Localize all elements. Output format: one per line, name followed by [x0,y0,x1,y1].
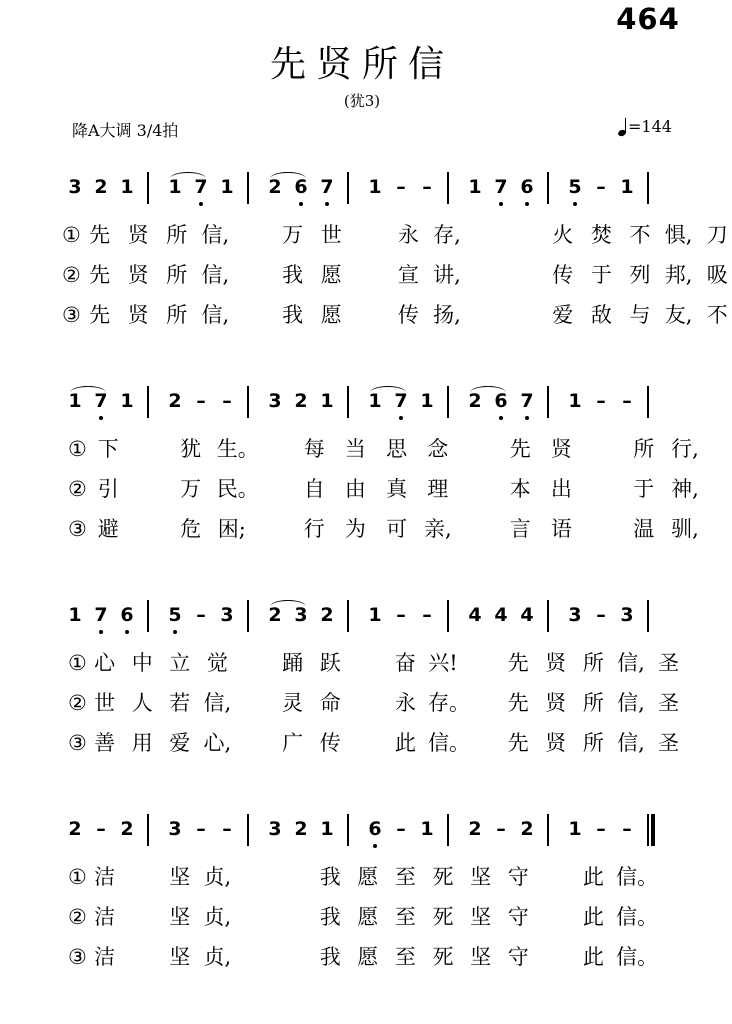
note: 2 [468,390,482,412]
lyric-char: 语 [550,517,572,541]
hymn-title: 先贤所信 [269,44,454,85]
lyric-char: 坚 [470,905,492,929]
verse-number: ① [68,437,87,461]
note-hold-dash: – [396,818,406,840]
barline [647,386,649,418]
lyric-char: 驯, [671,517,699,541]
note: 2 [294,390,308,412]
lyric-char: 与 [629,303,651,327]
lyric-char: 我 [282,303,304,327]
lyric-char: 愿 [357,905,379,929]
lyric-char: 先 [89,303,111,327]
note-hold-dash: – [196,390,206,412]
lyric-line-verse-3 [0,728,724,762]
lyric-char: 信, [617,691,645,715]
lyric-char: 所 [582,731,604,755]
lyric-char: 宣 [397,263,419,287]
lyric-char: 先 [89,263,111,287]
verse-number: ③ [68,945,87,969]
slur [270,600,306,613]
note: 2 [120,818,134,840]
barline [247,172,249,204]
barline [147,172,149,204]
lyric-char: 不 [706,303,728,327]
lower-octave-dot [399,416,403,420]
verse-number: ③ [62,303,81,327]
note: 3 [68,176,82,198]
lyric-char: 念 [427,437,449,461]
lyric-char: 信, [617,731,645,755]
lower-octave-dot [525,416,529,420]
lyric-char: 下 [97,437,119,461]
note: 2 [520,818,534,840]
lyric-char: 信。 [616,905,658,929]
note: 2 [168,390,182,412]
lyric-char: 真 [386,477,408,501]
lyric-char: 讲, [433,263,461,287]
lyric-char: 永 [394,691,416,715]
lyric-char: 贤 [545,651,567,675]
note: 1 [620,176,634,198]
note: 1 [120,176,134,198]
lyric-char: 永 [397,223,419,247]
note: 2 [320,604,334,626]
lyric-char: 先 [507,651,529,675]
lyric-char: 跃 [319,651,341,675]
note: 1 [420,818,434,840]
note: 3 [168,818,182,840]
note: 7 [391,390,411,412]
lyric-char: 洁 [94,905,116,929]
lyric-char: 圣 [658,651,680,675]
verse-number: ① [68,651,87,675]
lyric-char: 传 [552,263,574,287]
lyric-char: 理 [427,477,449,501]
note: 2 [468,818,482,840]
lyric-char: 爱 [552,303,574,327]
lyric-char: 危 [180,517,202,541]
note-hold-dash: – [96,818,106,840]
lyric-char: 可 [386,517,408,541]
lyric-char: 爱 [169,731,191,755]
key-and-time-signature: 降A大调 3/4拍 [72,121,179,140]
lyric-char: 若 [169,691,191,715]
note: 5 [565,176,585,198]
lyric-char: 言 [509,517,531,541]
lyric-char: 于 [590,263,612,287]
lyric-char: 善 [94,731,116,755]
barline [247,386,249,418]
lower-octave-dot [573,202,577,206]
note: 1 [368,604,382,626]
lyric-char: 民。 [216,477,259,501]
note: 1 [368,390,382,412]
lyric-char: 先 [507,731,529,755]
lyric-char: 此 [394,731,416,755]
note: 1 [420,390,434,412]
slur [470,386,506,399]
lyric-char: 死 [432,865,454,889]
notation-row [0,168,724,208]
note: 1 [568,390,582,412]
lyric-line-verse-3 [0,942,724,976]
notation-row [0,810,724,850]
note: 3 [568,604,582,626]
lyric-char: 行 [303,517,325,541]
lyric-char: 中 [131,651,153,675]
lyric-char: 心, [203,731,232,755]
lyric-char: 犹 [180,437,202,461]
note: 7 [91,390,111,412]
lyric-char: 圣 [658,731,680,755]
lyric-char: 所 [166,263,188,287]
barline [247,600,249,632]
note-hold-dash: – [422,176,432,198]
note: 3 [620,604,634,626]
note: 2 [68,818,82,840]
verse-number: ② [62,263,81,287]
lyric-line-verse-2 [0,260,728,294]
lyric-line-verse-1 [0,648,724,682]
note: 7 [317,176,337,198]
note: 1 [568,818,582,840]
note-hold-dash: – [596,390,606,412]
note: 2 [268,176,282,198]
lyric-line-verse-2 [0,688,724,722]
lyric-char: 死 [432,905,454,929]
lyric-char: 列 [629,263,651,287]
lyric-line-verse-2 [0,902,724,936]
lyric-char: 灵 [282,691,304,715]
note-hold-dash: – [422,604,432,626]
barline [347,600,349,632]
lyric-char: 至 [394,865,416,889]
lyric-char: 此 [582,945,604,969]
verse-number: ① [62,223,81,247]
verse-number: ② [68,691,87,715]
lyric-char: 洁 [94,945,116,969]
lyric-char: 此 [582,905,604,929]
note-hold-dash: – [622,818,632,840]
lyric-char: 敌 [590,303,612,327]
barline [147,600,149,632]
lyric-char: 贤 [545,691,567,715]
lyric-char: 世 [94,691,116,715]
lyric-char: 扬, [433,303,461,327]
note: 3 [268,390,282,412]
barline [347,386,349,418]
lyric-char: 思 [386,437,408,461]
quarter-note-icon [618,118,626,136]
note: 6 [291,176,311,198]
barline [347,172,349,204]
lyric-line-verse-3 [0,514,724,548]
barline [647,172,649,204]
lyric-char: 贤 [127,263,149,287]
note: 4 [494,604,508,626]
lyric-char: 立 [169,651,191,675]
barline [347,814,349,846]
note: 6 [117,604,137,626]
barline [147,814,149,846]
note: 1 [368,176,382,198]
note: 7 [517,390,537,412]
lyric-char: 愿 [357,865,379,889]
lyric-char: 信, [201,303,230,327]
lower-octave-dot [173,630,177,634]
lyric-char: 行, [671,437,699,461]
lyric-line-verse-1 [0,862,724,896]
note: 1 [68,390,82,412]
lyric-char: 不 [629,223,651,247]
lyric-char: 贤 [545,731,567,755]
lyric-char: 守 [507,865,529,889]
lyric-char: 于 [633,477,655,501]
verse-number: ① [68,865,87,889]
lyric-char: 觉 [206,651,228,675]
lyric-char: 贤 [550,437,572,461]
lyric-char: 信。 [616,945,658,969]
lyric-char: 信, [201,263,230,287]
lyric-char: 坚 [169,905,191,929]
barline [447,600,449,632]
lyric-char: 所 [166,223,188,247]
lyric-char: 坚 [470,865,492,889]
lyric-char: 万 [180,477,202,501]
tempo-marking [618,117,672,136]
lyric-char: 生。 [216,437,259,461]
note: 4 [468,604,482,626]
lyric-char: 至 [394,905,416,929]
lyric-char: 至 [394,945,416,969]
lyric-line-verse-1 [0,220,728,254]
lyric-char: 守 [507,945,529,969]
lyric-char: 我 [319,865,341,889]
notation-row [0,596,724,636]
note-hold-dash: – [222,818,232,840]
lyric-char: 存, [433,223,461,247]
note-hold-dash: – [196,818,206,840]
lower-octave-dot [499,416,503,420]
lyric-char: 愿 [357,945,379,969]
note: 1 [220,176,234,198]
note: 2 [294,818,308,840]
hymn-number: 464 [616,2,680,36]
lyric-char: 所 [166,303,188,327]
lyric-char: 贞, [203,945,232,969]
lyric-char: 信, [203,691,232,715]
slur [170,172,206,185]
note: 5 [165,604,185,626]
lower-octave-dot [299,202,303,206]
note: 1 [168,176,182,198]
note: 6 [491,390,511,412]
barline [647,600,649,632]
lyric-char: 亲, [423,517,452,541]
lyric-char: 死 [432,945,454,969]
barline [447,814,449,846]
lyric-char: 奋 [394,651,416,675]
slur [70,386,106,399]
lyric-char: 先 [89,223,111,247]
lower-octave-dot [99,630,103,634]
lyric-char: 贤 [127,223,149,247]
lyric-char: 所 [582,651,604,675]
note: 1 [68,604,82,626]
note: 3 [268,818,282,840]
lyric-char: 信。 [616,865,658,889]
lyric-char: 贤 [127,303,149,327]
lower-octave-dot [99,416,103,420]
lyric-char: 用 [131,731,153,755]
scripture-reference: (犹3) [343,92,381,110]
note-hold-dash: – [496,818,506,840]
lyric-char: 存。 [428,691,470,715]
lyric-char: 刀 [706,223,728,247]
lower-octave-dot [325,202,329,206]
note-hold-dash: – [596,604,606,626]
slur [370,386,406,399]
lyric-char: 踊 [282,651,304,675]
note: 7 [91,604,111,626]
verse-number: ② [68,905,87,929]
lyric-char: 心 [94,651,116,675]
lyric-char: 困; [217,517,246,541]
tempo-value: =144 [628,117,672,136]
barline [547,814,549,846]
lyric-char: 传 [397,303,419,327]
lyric-line-verse-1 [0,434,724,468]
lyric-char: 守 [507,905,529,929]
lyric-char: 焚 [590,223,612,247]
slur [270,172,306,185]
lyric-char: 命 [319,691,341,715]
lyric-char: 为 [344,517,366,541]
note: 3 [220,604,234,626]
lyric-char: 信, [201,223,230,247]
lower-octave-dot [373,844,377,848]
note: 3 [294,604,308,626]
lyric-char: 贞, [203,905,232,929]
lyric-char: 邦, [664,263,693,287]
lyric-char: 愿 [320,303,342,327]
note: 6 [365,818,385,840]
barline [547,172,549,204]
lyric-char: 出 [550,477,572,501]
lyric-char: 信。 [428,731,470,755]
note: 1 [468,176,482,198]
lower-octave-dot [199,202,203,206]
lyric-char: 人 [131,691,153,715]
note-hold-dash: – [196,604,206,626]
note-hold-dash: – [396,604,406,626]
lyric-char: 信, [617,651,645,675]
lyric-line-verse-2 [0,474,724,508]
lyric-char: 坚 [169,865,191,889]
note: 1 [320,390,334,412]
barline [147,386,149,418]
verse-number: ③ [68,517,87,541]
lyric-char: 万 [282,223,304,247]
note: 6 [517,176,537,198]
lyric-char: 避 [97,517,119,541]
lyric-char: 所 [582,691,604,715]
lyric-char: 我 [282,263,304,287]
barline [447,172,449,204]
lyric-char: 圣 [658,691,680,715]
lyric-char: 火 [552,223,574,247]
lyric-char: 所 [633,437,655,461]
note: 7 [191,176,211,198]
lower-octave-dot [125,630,129,634]
lyric-char: 温 [633,517,655,541]
note: 2 [94,176,108,198]
note: 1 [120,390,134,412]
note: 7 [491,176,511,198]
note-hold-dash: – [622,390,632,412]
lyric-char: 我 [319,905,341,929]
note-hold-dash: – [596,176,606,198]
final-barline [647,814,655,846]
lyric-char: 友, [664,303,693,327]
lower-octave-dot [525,202,529,206]
lyric-char: 先 [507,691,529,715]
barline [547,600,549,632]
verse-number: ③ [68,731,87,755]
lyric-char: 惧, [664,223,693,247]
note-hold-dash: – [222,390,232,412]
lyric-char: 先 [509,437,531,461]
lyric-char: 洁 [94,865,116,889]
note: 4 [520,604,534,626]
lyric-char: 本 [509,477,531,501]
lyric-char: 世 [320,223,342,247]
lyric-char: 我 [319,945,341,969]
lyric-char: 吸 [706,263,728,287]
verse-number: ② [68,477,87,501]
lyric-char: 兴! [428,651,458,675]
lyric-char: 神, [671,477,699,501]
lyric-char: 广 [282,731,304,755]
notation-row [0,382,724,422]
lyric-char: 当 [344,437,366,461]
note-hold-dash: – [396,176,406,198]
lyric-char: 坚 [169,945,191,969]
lyric-char: 由 [344,477,366,501]
lyric-char: 每 [303,437,325,461]
barline [447,386,449,418]
barline [547,386,549,418]
barline [247,814,249,846]
lower-octave-dot [499,202,503,206]
lyric-char: 引 [97,477,119,501]
lyric-char: 自 [303,477,325,501]
note-hold-dash: – [596,818,606,840]
lyric-line-verse-3 [0,300,728,334]
lyric-char: 传 [319,731,341,755]
note: 1 [320,818,334,840]
lyric-char: 愿 [320,263,342,287]
lyric-char: 贞, [203,865,232,889]
note: 2 [268,604,282,626]
lyric-char: 坚 [470,945,492,969]
lyric-char: 此 [582,865,604,889]
